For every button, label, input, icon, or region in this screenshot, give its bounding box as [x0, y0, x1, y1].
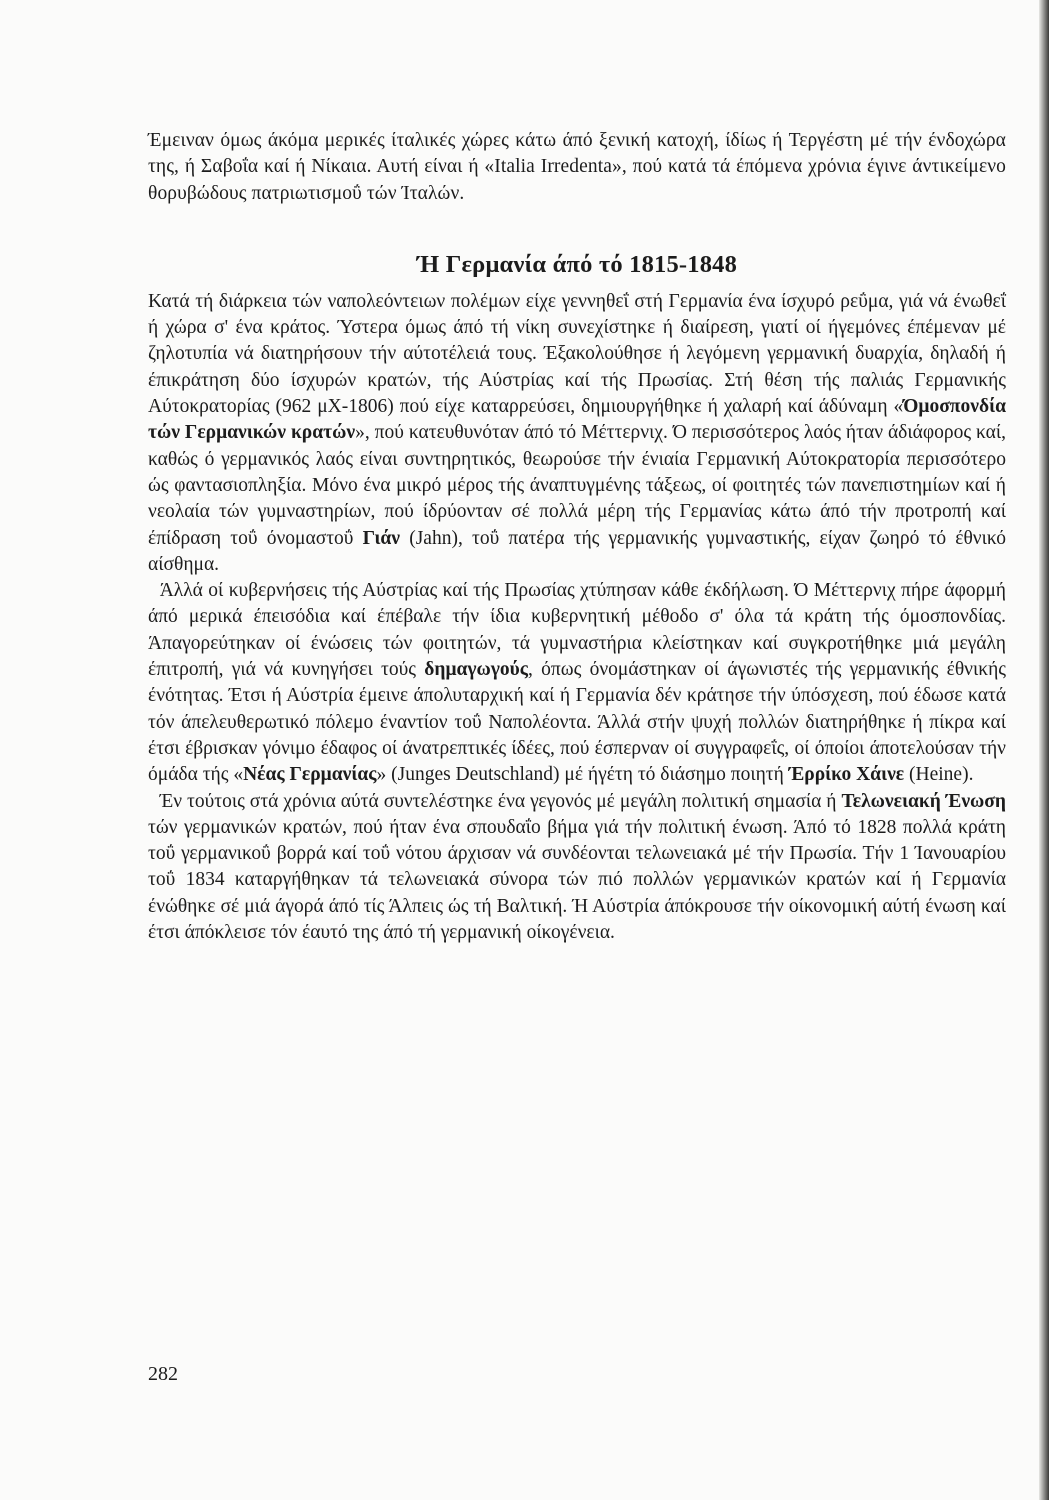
- paragraph-2: [148, 578, 1006, 788]
- confederation-term: Όμοσπονδία τών Γερμανικών κρατών: [148, 396, 1006, 444]
- intro-paragraph: Έμειναν όμως άκόμα μερικές ίταλικές χώρες κάτω άπό ξενική κατοχή, ίδίως ή Τεργέστη μέ τήν ένδοχώρα της, ή Σαβοΐα καί ή Νίκαια. Αυτή είναι ή «Italia Irredenta», πού κατά τά έπόμενα χρόνια έγινε άντικείμενο θορυβώδους πατριωτισμοΰ τών Ίταλών.: [148, 130, 1006, 204]
- customs-union-term: Τελωνειακή Ένωση: [841, 790, 1006, 812]
- paragraph-3-text-a: Έν τούτοις στά χρόνια αύτά συντελέστηκε ένα γεγονός μέ μεγάλη πολιτική σημασία ή: [159, 790, 842, 812]
- text-column: [148, 128, 1006, 946]
- paragraph-3: [148, 789, 1006, 947]
- paragraph-1: [148, 289, 1006, 578]
- demagogues-term: δημαγωγούς: [424, 659, 528, 681]
- young-germany-term: Νέας Γερμανίας: [243, 764, 377, 786]
- section-heading: Ή Γερμανία άπό τό 1815-1848: [416, 250, 738, 278]
- paragraph-2-text-g: (Heine).: [904, 764, 974, 786]
- intro-section: [148, 128, 1006, 207]
- paragraph-2-text-e: » (Junges Deutschland) μέ ήγέτη τό διάσημο ποιητή: [376, 764, 789, 786]
- paragraph-2-text-a: Άλλά οί κυβερνήσεις τής Αύστρίας καί τής Πρωσίας χτύπησαν κάθε έκδήλωση. Ό Μέττερνιχ πήρε άφορμή άπό μερικά έπεισόδια καί έπέβαλε τήν ίδια κυβερνητική μέθοδο σ' όλα τά κράτη τής όμοσπονδίας. Άπαγορεύτηκαν οί ένώσεις τών φοιτητών, τά γυμναστήρια κλείστηκαν καί συγκροτήθηκε μιά μεγάλη έπιτροπή, γιά νά κυνηγήσει τούς: [148, 580, 1006, 681]
- heine-name: Έρρίκο Χάινε: [788, 764, 905, 786]
- paragraph-1-text-e: (Jahn), τοΰ πατέρα τής γερμανικής γυμναστικής, είχαν ζωηρό τό έθνικό αίσθημα.: [148, 527, 1006, 575]
- page-edge-shadow: [1039, 0, 1049, 1500]
- paragraph-3-text-c: τών γερμανικών κρατών, πού ήταν ένα σπουδαΐο βήμα γιά τήν πολιτική ένωση. Άπό τό 1828 πολλά κράτη τοΰ γερμανικοΰ βορρά καί τοΰ νότου άρχισαν νά συνδέονται τελωνειακά μέ τήν Πρωσία. Τήν 1 Ίανουαρίου τοΰ 1834 καταργήθηκαν τά τελωνειακά σύνορα τών πιό πολλών γερμανικών κρατών καί ή Γερμανία ένώθηκε σέ μιά άγορά άπό τίς Άλπεις ώς τή Βαλτική. Ή Αύστρία άπόκρουσε τήν οίκονομική αύτή ένωση καί έτσι άπόκλεισε τόν έαυτό της άπό τή γερμανική οίκογένεια.: [148, 816, 1006, 944]
- paragraph-1-text-c: », πού κατευθυνόταν άπό τό Μέττερνιχ. Ό περισσότερος λαός ήταν άδιάφορος καί, καθώς ό γερμανικός λαός είναι συντηρητικός, θεωρούσε τήν ένιαία Γερμανική Αύτοκρατορία περισσότερο ώς φαντασιοπληξία. Μόνο ένα μικρό μέρος τής άναπτυγμένης τάξεως, οί φοιτητές τών πανεπιστημίων καί ή νεολαία τών γυμναστηρίων, πού ίδρύονταν σέ πολλά μέρη τής Γερμανίας κάτω άπό τήν προτροπή καί έπίδραση τοΰ όνομαστοΰ: [148, 422, 1006, 549]
- page-number: 282: [148, 1363, 178, 1385]
- paragraph-2-text-c: , όπως όνομάστηκαν οί άγωνιστές τής γερμανικής έθνικής ένότητας. Έτσι ή Αύστρία έμεινε άπολυταρχική καί ή Γερμανία δέν κράτησε τήν ύπόσχεση, πού έδωσε κατά τόν άπελευθερωτικό πόλεμο έναντίον τοΰ Ναπολέοντα. Άλλά στήν ψυχή πολλών διατηρήθηκε ή πίκρα καί έτσι έβρισκαν γόνιμο έδαφος οί άνατρεπτικές ίδέες, πού έσπερναν οί συγγραφεΐς, οί όποίοι άποτελούσαν τήν όμάδα τής «: [148, 659, 1006, 786]
- body-section: [148, 289, 1006, 946]
- jahn-name: Γιάν: [362, 527, 401, 549]
- paragraph-1-text-a: Κατά τή διάρκεια τών ναπολεόντειων πολέμων είχε γεννηθεΐ στή Γερμανία ένα ίσχυρό ρεΰμα, γιά νά ένωθεΐ ή χώρα σ' ένα κράτος. Ύστερα όμως άπό τή νίκη συνεχίστηκε ή διαίρεση, γιατί οί ήγεμόνες έπέμεναν μέ ζηλοτυπία νά διατηρήσουν τήν αύτοτέλειά τους. Έξακολούθησε ή λεγόμενη γερμανική δυαρχία, δηλαδή ή έπικράτηση δύο ίσχυρών κρατών, τής Αύστρίας καί τής Πρωσίας. Στή θέση τής παλιάς Γερμανικής Αύτοκρατορίας (962 μΧ-1806) πού είχε καταρρεύσει, δημιουργήθηκε ή χαλαρή καί άδύναμη «: [148, 290, 1006, 418]
